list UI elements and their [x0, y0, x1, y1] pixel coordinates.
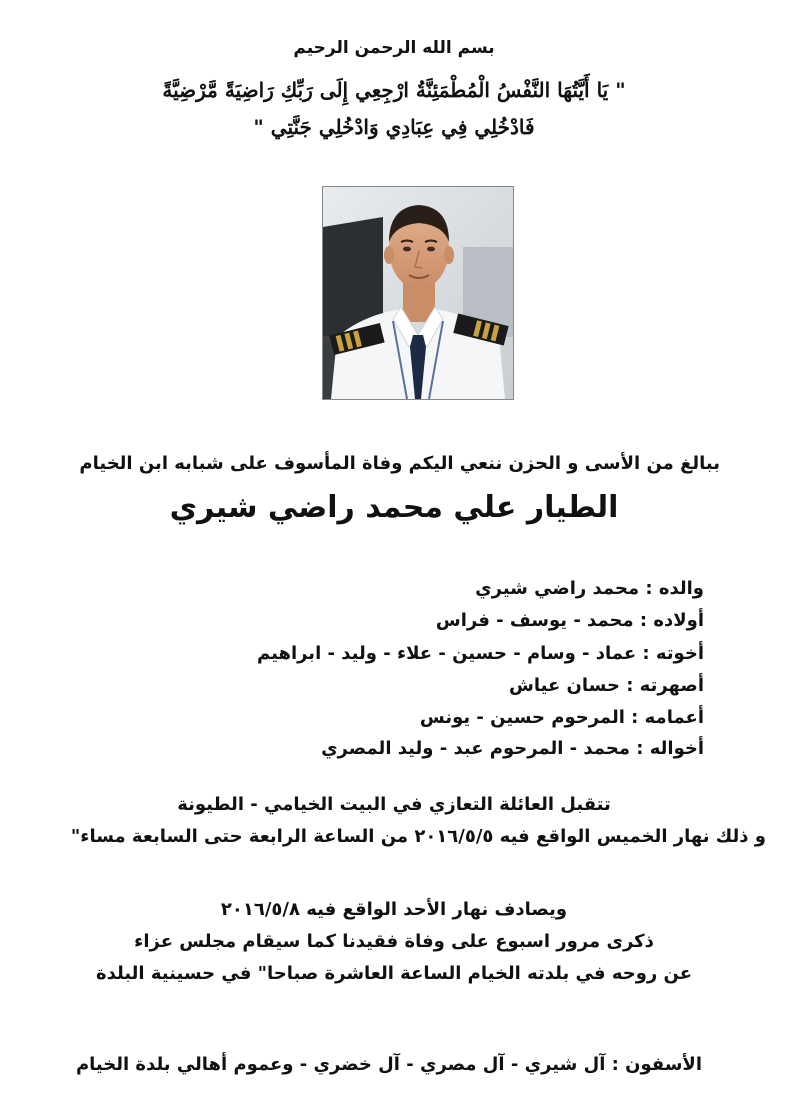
- relative-line-paternal-uncles: أعمامه : المرحوم حسين - يونس: [419, 707, 704, 728]
- memorial-location: عن روحه في بلدته الخيام الساعة العاشرة صباحا" في حسينية البلدة: [95, 963, 693, 984]
- announcement-intro: ببالغ من الأسى و الحزن ننعي اليكم وفاة المأسوف على شبابه ابن الخيام: [79, 453, 720, 474]
- quran-verse-line-1: " يَا أَيَّتُهَا النَّفْسُ الْمُطْمَئِنَّةُ ارْجِعِي إِلَى رَبِّكِ رَاضِيَةً مَّرْضِيَّةً: [162, 78, 626, 102]
- condolences-location: تتقبل العائلة التعازي في البيت الخيامي - الطيونة: [177, 794, 611, 815]
- mourning-families: الأسفون : آل شيري - آل مصري - آل خضري - وعموم أهالي بلدة الخيام: [75, 1054, 702, 1075]
- relative-line-father: والده : محمد راضي شيري: [475, 578, 704, 599]
- quran-verse-line-2: فَادْخُلِي فِي عِبَادِي وَادْخُلِي جَنَّتِي ": [253, 115, 535, 139]
- memorial-description: ذكرى مرور اسبوع على وفاة فقيدنا كما سيقام مجلس عزاء: [134, 931, 654, 952]
- relative-line-in-laws: أصهرته : حسان عياش: [509, 675, 704, 696]
- relative-line-children: أولاده : محمد - يوسف - فراس: [435, 610, 704, 631]
- basmala-heading: بسم الله الرحمن الرحيم: [293, 38, 495, 58]
- deceased-portrait-photo: [322, 186, 514, 400]
- relative-line-brothers: أخوته : عماد - وسام - حسين - علاء - وليد - ابراهيم: [257, 643, 704, 664]
- relative-line-maternal-uncles: أخواله : محمد - المرحوم عبد - وليد المصري: [321, 738, 704, 759]
- deceased-name-heading: الطيار علي محمد راضي شيري: [169, 490, 619, 525]
- condolences-time: و ذلك نهار الخميس الواقع فيه ٢٠١٦/٥/٥ من الساعة الرابعة حتى السابعة مساء": [70, 826, 766, 847]
- memorial-date: ويصادف نهار الأحد الواقع فيه ٢٠١٦/٥/٨: [220, 899, 568, 920]
